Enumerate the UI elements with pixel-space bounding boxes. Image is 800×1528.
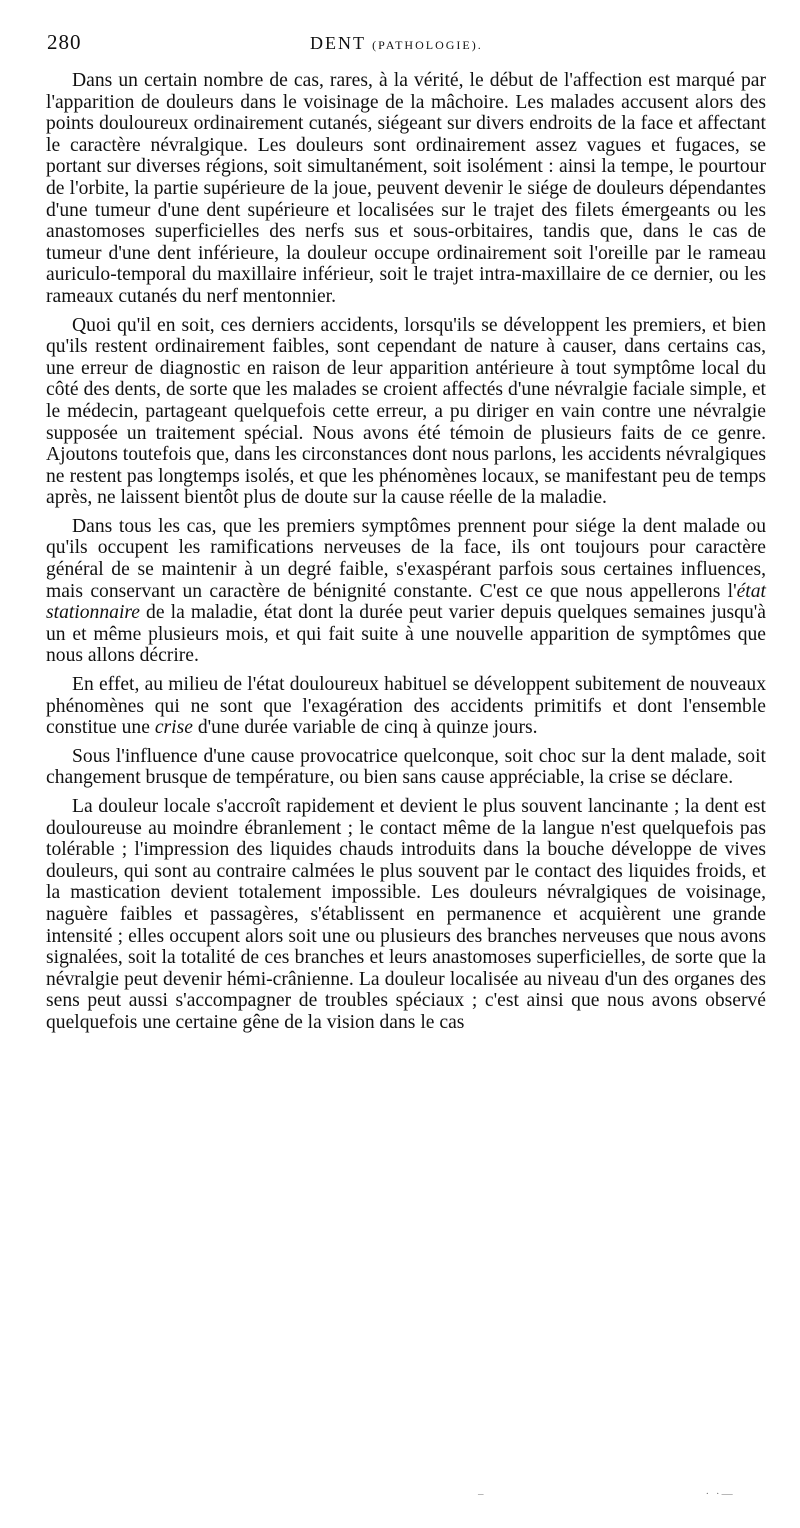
italic-term: crise xyxy=(154,717,193,739)
body-text xyxy=(46,70,766,1041)
paragraph: Sous l'influence d'une cause provocatrice quelconque, soit choc sur la dent malade, soit changement brusque de température, ou bien sans cause appréciable, la crise se déclare. xyxy=(46,745,766,789)
italic-term: état stationnaire xyxy=(46,580,766,624)
paragraph: Dans un certain nombre de cas, rares, à la vérité, le début de l'affection est marqué par l'apparition de douleurs dans le voisinage de la mâchoire. Les malades accusent alors des points douloureux ordinairement cutanés, siégeant sur divers endroits de la face et affectant le caractère névralgique. Les douleurs sont ordinairement assez vagues et fugaces, se portant sur diverses régions, soit simultanément, soit isolément : ainsi la tempe, le pourtour de l'orbite, la partie supérieure de la joue, peuvent devenir le siége de douleurs dépendantes d'une tumeur d'une dent supérieure et localisées sur le trajet des filets émergeants ou les anastomoses superficielles des nerfs sus et sous-orbitaires, tandis que, dans le cas de tumeur d'une dent inférieure, la douleur occupe ordinairement soit l'oreille par le rameau auriculo-temporal du maxillaire inférieur, soit le trajet intra-maxillaire de ce dernier, ou les rameaux cutanés du nerf mentonnier. xyxy=(46,70,766,307)
paragraph xyxy=(46,674,766,739)
paragraph-text: d'une durée variable de cinq à quinze jours. xyxy=(192,717,538,739)
running-head-title: DENT xyxy=(310,33,366,53)
paragraph: La douleur locale s'accroît rapidement et devient le plus souvent lancinante ; la dent est douloureuse au moindre ébranlement ; le contact même de la langue n'est quelquefois pas tolérable ; l'impression des liquides chauds introduits dans la bouche développe de vives douleurs, qui sont au contraire calmées le plus souvent par le contact des liquides froids, et la mastication devient totalement impossible. Les douleurs névralgiques de voisinage, naguère faibles et passagères, s'établissent en permanence et acquièrent une grande intensité ; elles occupent alors soit une ou plusieurs des branches nerveuses que nous avons signalées, soit la totalité de ces branches et leurs anastomoses superficielles, de sorte que la névralgie peut devenir hémi-crânienne. La douleur localisée au niveau d'un des organes des sens peut aussi s'accompagner de troubles spéciaux ; c'est ainsi que nous avons observé quelquefois une certaine gêne de la vision dans le cas xyxy=(46,796,766,1033)
paragraph-text: de la maladie, état dont la durée peut varier depuis quelques semaines jusqu'à un et même plusieurs mois, et qui fait suite à une nouvelle apparition de symptômes que nous allons décrire. xyxy=(46,602,766,667)
paragraph-text: Dans tous les cas, que les premiers symptômes prennent pour siége la dent malade ou qu'ils occupent les ramifications nerveuses de la face, ils ont toujours pour caractère général de se maintenir à un degré faible, s'exaspérant parfois sous certaines influences, mais conservant un caractère de bénignité constante. C'est ce que nous appellerons l' xyxy=(46,515,766,602)
footer-mark-left: – xyxy=(478,1488,486,1500)
page-number: 280 xyxy=(47,30,82,54)
footer-marks xyxy=(478,1488,735,1500)
paragraph xyxy=(46,516,766,667)
running-head xyxy=(310,33,483,54)
paragraph: Quoi qu'il en soit, ces derniers accidents, lorsqu'ils se développent les premiers, et bien qu'ils restent ordinairement faibles, sont cependant de nature à causer, dans certains cas, une erreur de diagnostic en raison de leur apparition antérieure à tout symptôme local du côté des dents, de sorte que les malades se croient affectés d'une névralgie faciale simple, et le médecin, partageant quelquefois cette erreur, a pu diriger en vain contre une névralgie supposée un traitement spécial. Nous avons été témoin de plusieurs faits de ce genre. Ajoutons toutefois que, dans les circonstances dont nous parlons, les accidents névralgiques ne restent pas longtemps isolés, et que les phénomènes locaux, se manifestant peu de temps après, ne laissent bientôt plus de doute sur la cause réelle de la maladie. xyxy=(46,314,766,509)
running-head-subtitle: (PATHOLOGIE). xyxy=(372,38,483,52)
footer-mark-right: · ·— xyxy=(705,1488,735,1500)
paragraph-text: En effet, au milieu de l'état douloureux habituel se développent subitement de nouveaux phénomènes qui ne sont que l'exagération des accidents primitifs et dont l'ensemble constitue une xyxy=(46,674,766,739)
